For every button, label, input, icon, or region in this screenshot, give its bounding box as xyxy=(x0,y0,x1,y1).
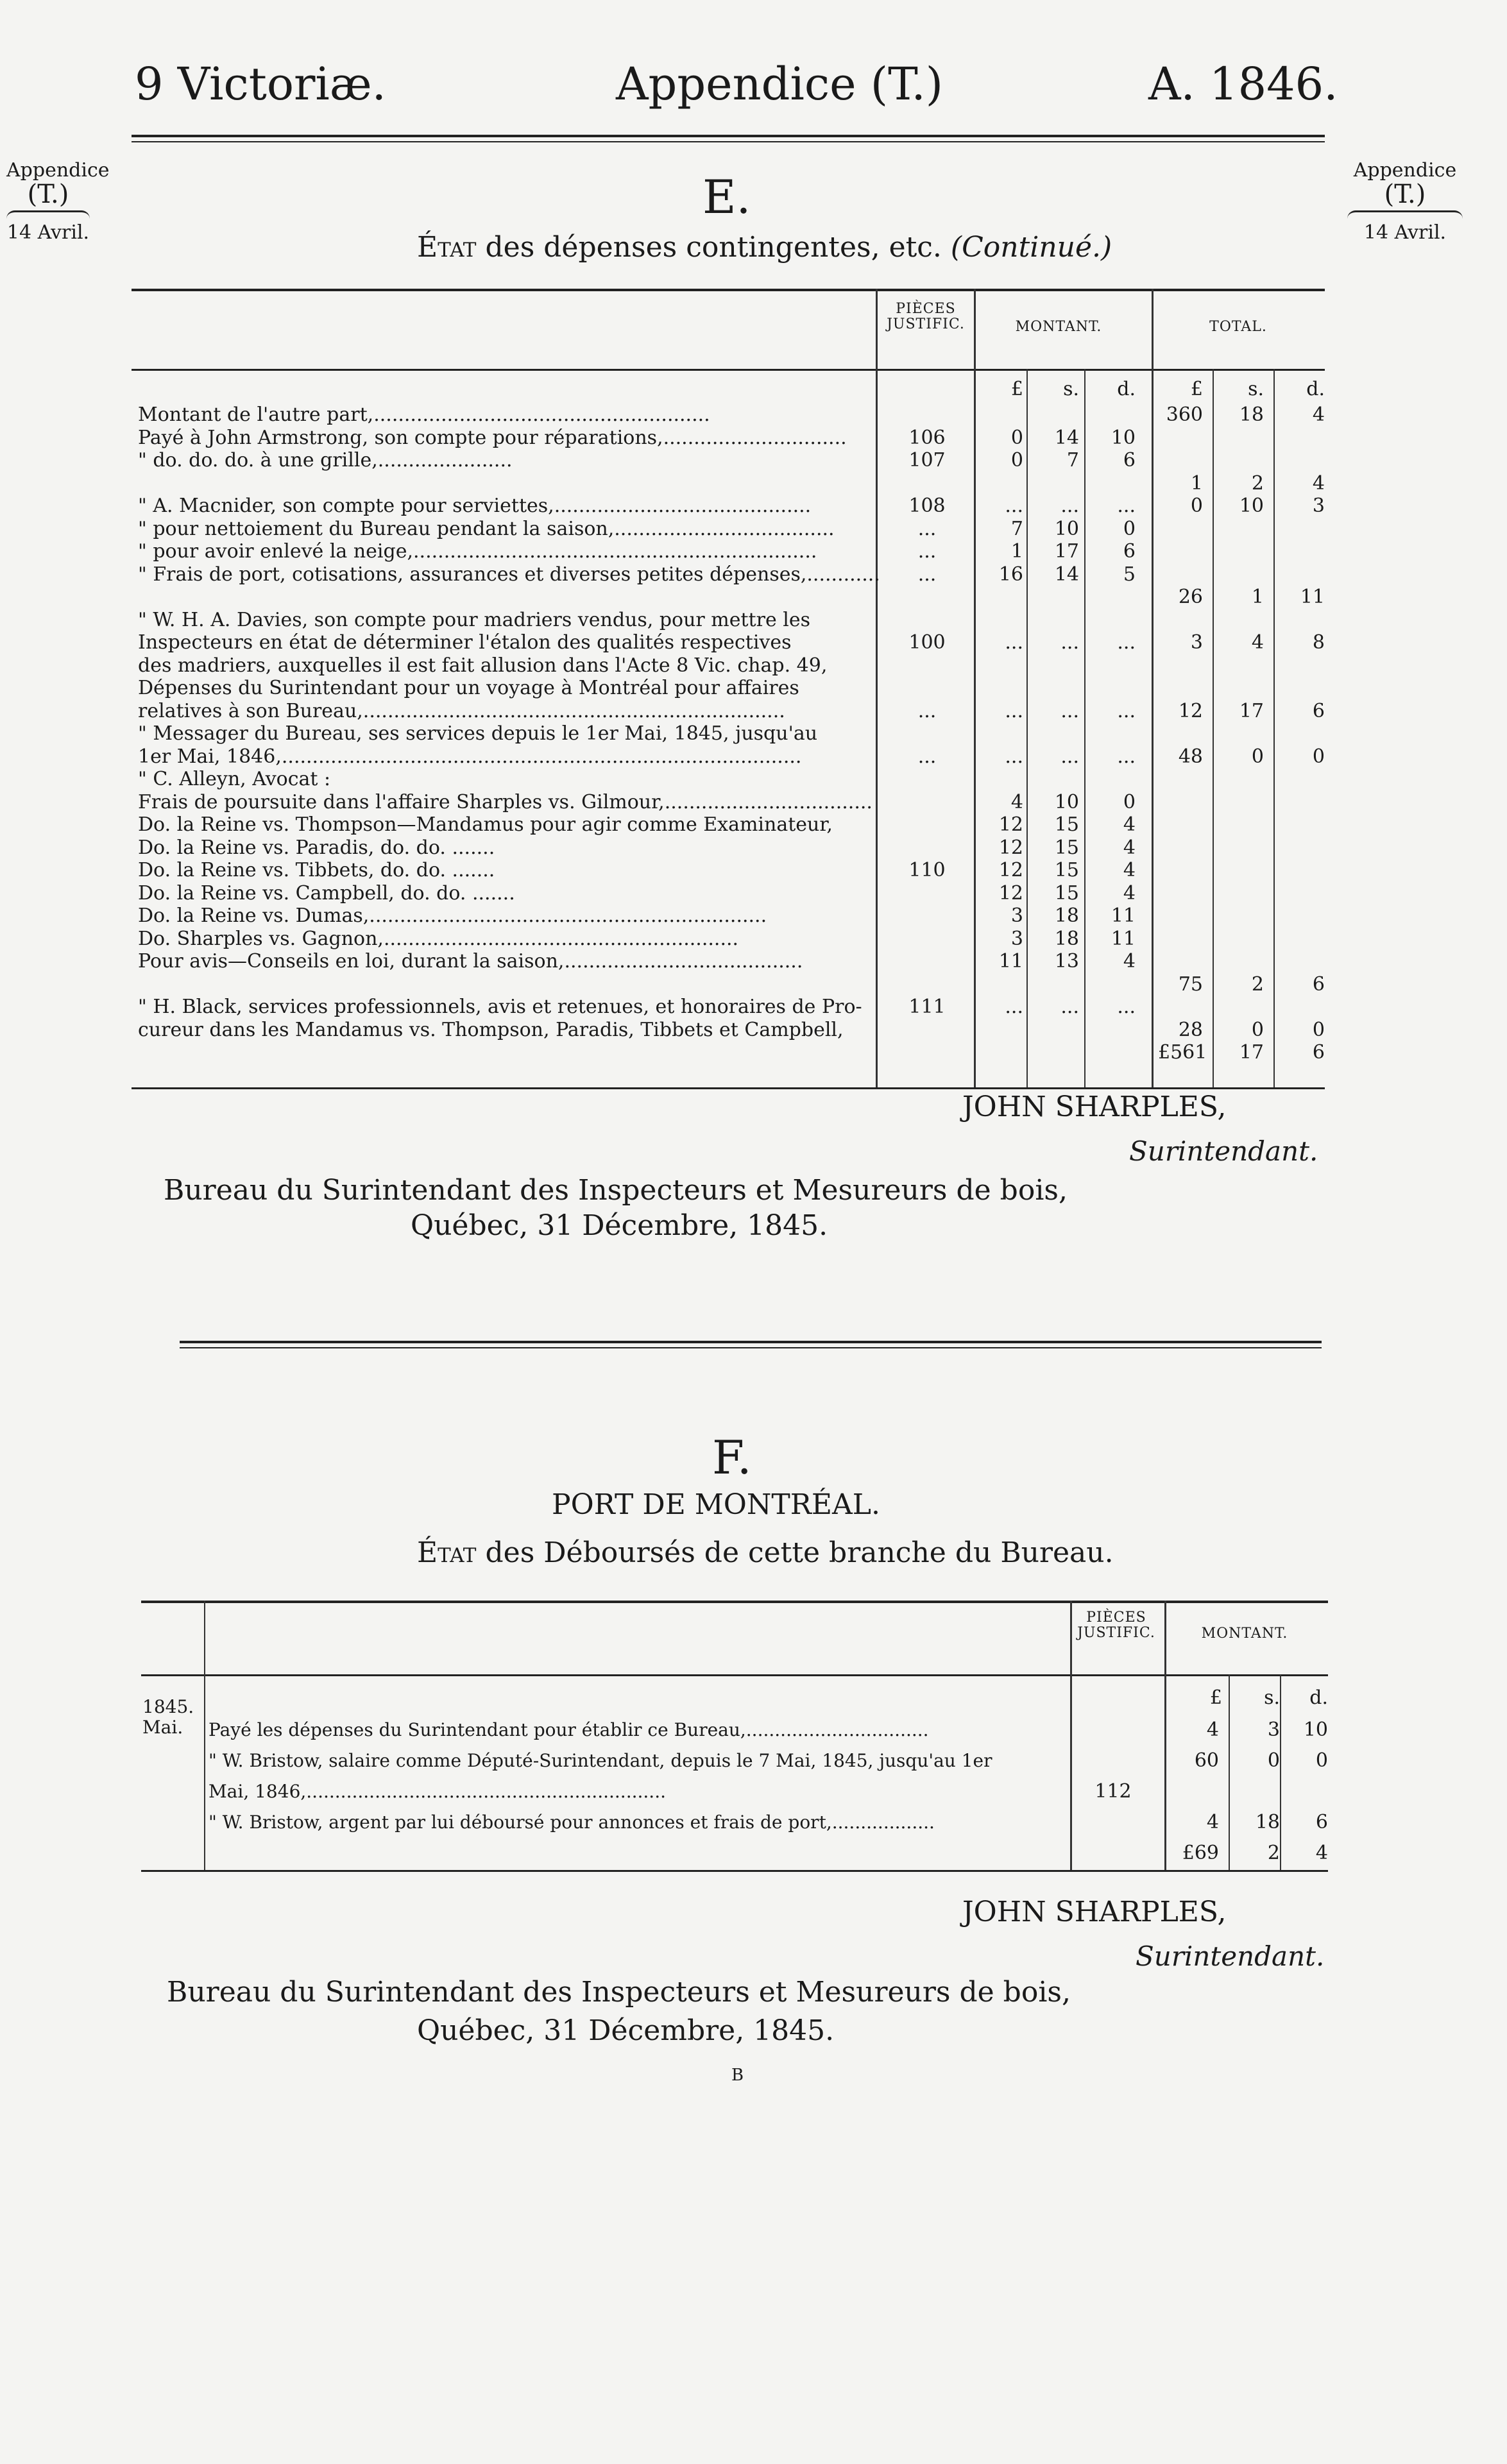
montant-cell: 15 xyxy=(1054,836,1079,859)
table-row-text: Do. la Reine vs. Thompson—Mandamus pour agir comme Examinateur, xyxy=(138,813,833,836)
montant-cell: 16 xyxy=(998,563,1023,586)
total-cell: 28 xyxy=(1178,1018,1203,1041)
montant-cell: 6 xyxy=(1123,540,1136,563)
total-cell: 18 xyxy=(1239,404,1264,426)
total-cell: 4 xyxy=(1251,631,1264,654)
signature-name-f: JOHN SHARPLES, xyxy=(962,1896,1227,1928)
montant-cell: 4 xyxy=(1315,1842,1328,1864)
montant-cell: 0 xyxy=(1123,517,1136,540)
montant-cell: ... xyxy=(1060,745,1079,768)
section-f-port: PORT DE MONTRÉAL. xyxy=(552,1488,880,1521)
table-row-text: " Messager du Bureau, ses services depuis le 1er Mai, 1845, jusqu'au xyxy=(138,722,818,745)
table-f-bottom-rule xyxy=(141,1870,1328,1872)
montant-cell: ... xyxy=(1005,495,1023,517)
table-row-pieces: 112 xyxy=(1094,1780,1132,1803)
montant-cell: 12 xyxy=(998,859,1023,881)
montant-cell: 11 xyxy=(1111,905,1136,927)
montant-cell: 0 xyxy=(1010,426,1023,449)
total-cell: 26 xyxy=(1178,586,1203,608)
header-rule-thin xyxy=(132,141,1325,142)
table-row-text: des madriers, auxquelles il est fait allusion dans l'Acte 8 Vic. chap. 49, xyxy=(138,654,828,677)
table-row-pieces: ... xyxy=(917,540,937,563)
montant-cell: 4 xyxy=(1123,813,1136,836)
vline-f-date xyxy=(204,1601,205,1870)
montant-cell: 4 xyxy=(1010,790,1023,813)
unit-shilling: s. xyxy=(1063,378,1079,400)
total-cell: 12 xyxy=(1178,699,1203,722)
unit-pence-f: d. xyxy=(1309,1687,1328,1709)
vline-e-7 xyxy=(1273,369,1275,1087)
total-cell: 75 xyxy=(1178,973,1203,996)
montant-cell: 12 xyxy=(998,813,1023,836)
table-row-pieces: 110 xyxy=(908,859,946,881)
montant-cell: 12 xyxy=(998,836,1023,859)
sidenote-left: Appendice (T.) 14 Avril. xyxy=(6,159,110,244)
total-cell: 8 xyxy=(1312,631,1325,654)
unit-pence: d. xyxy=(1117,378,1136,400)
montant-cell: 18 xyxy=(1255,1811,1280,1833)
table-e-top-rule xyxy=(132,289,1325,291)
montant-cell: 1 xyxy=(1010,540,1023,563)
montant-cell: ... xyxy=(1117,745,1136,768)
montant-cell: ... xyxy=(1117,996,1136,1018)
table-row-text: " pour nettoiement du Bureau pendant la saison,.................................... xyxy=(138,517,835,540)
total-cell: £561 xyxy=(1158,1041,1207,1064)
table-row-text: " do. do. do. à une grille,...................... xyxy=(138,449,513,472)
montant-cell: 4 xyxy=(1123,836,1136,859)
vline-e-3 xyxy=(1026,369,1028,1087)
bureau-line2-f: Québec, 31 Décembre, 1845. xyxy=(417,2014,835,2047)
table-row-text: Pour avis—Conseils en loi, durant la saison,....................................... xyxy=(138,950,803,973)
total-cell: 6 xyxy=(1312,973,1325,996)
col-montant-header-f: MONTANT. xyxy=(1201,1626,1288,1642)
header-left: 9 Victoriæ. xyxy=(135,58,386,110)
table-row-pieces: ... xyxy=(917,745,937,768)
montant-cell: ... xyxy=(1060,631,1079,654)
total-cell: 6 xyxy=(1312,1041,1325,1064)
total-cell: 2 xyxy=(1251,472,1264,495)
unit-pound-total: £ xyxy=(1190,378,1203,400)
table-row-text: " C. Alleyn, Avocat : xyxy=(138,768,331,790)
montant-cell: 6 xyxy=(1123,449,1136,472)
montant-cell: 14 xyxy=(1054,563,1079,586)
total-cell: 11 xyxy=(1300,586,1325,608)
montant-cell: 15 xyxy=(1054,813,1079,836)
table-row-text: " A. Macnider, son compte pour serviettes,.......................................... xyxy=(138,495,812,517)
sidenote-right: Appendice (T.) 14 Avril. xyxy=(1347,160,1463,242)
table-row-text: Payé les dépenses du Surintendant pour établir ce Bureau,................................ xyxy=(209,1719,929,1740)
montant-cell: 3 xyxy=(1267,1719,1280,1741)
table-f-header-rule xyxy=(141,1674,1328,1676)
table-row-pieces: 107 xyxy=(908,449,946,472)
montant-cell: 0 xyxy=(1267,1749,1280,1772)
montant-cell: 15 xyxy=(1054,881,1079,905)
vline-f-4 xyxy=(1280,1674,1281,1870)
section-f-title: État des Déboursés de cette branche du Bureau. xyxy=(417,1536,1114,1569)
montant-cell: 7 xyxy=(1010,517,1023,540)
table-row-text: Do. la Reine vs. Campbell, do. do. ....... xyxy=(138,881,515,905)
montant-cell: 18 xyxy=(1054,927,1079,950)
montant-cell: 3 xyxy=(1010,927,1023,950)
vline-e-5 xyxy=(1152,289,1154,1087)
table-e-header-rule xyxy=(132,369,1325,371)
bureau-line1-f: Bureau du Surintendant des Inspecteurs et Mesureurs de bois, xyxy=(167,1976,1071,2009)
montant-cell: 17 xyxy=(1054,540,1079,563)
montant-cell: 4 xyxy=(1123,859,1136,881)
table-row-pieces: ... xyxy=(917,517,937,540)
montant-cell: 0 xyxy=(1010,449,1023,472)
table-row-text: Do. la Reine vs. Dumas,................................................................. xyxy=(138,905,767,927)
montant-cell: ... xyxy=(1060,699,1079,722)
total-cell: 0 xyxy=(1312,745,1325,768)
total-cell: 0 xyxy=(1312,1018,1325,1041)
montant-cell: £69 xyxy=(1182,1842,1219,1864)
montant-cell: 10 xyxy=(1054,790,1079,813)
table-row-text: " Frais de port, cotisations, assurances et diverses petites dépenses,............ xyxy=(138,563,880,586)
header-center: Appendice (T.) xyxy=(616,58,944,110)
vline-f-1 xyxy=(1070,1601,1072,1870)
table-row-text: relatives à son Bureau,..................................................................... xyxy=(138,699,785,722)
montant-cell: 0 xyxy=(1123,790,1136,813)
montant-cell: ... xyxy=(1117,495,1136,517)
montant-cell: 18 xyxy=(1054,905,1079,927)
montant-cell: 7 xyxy=(1066,449,1079,472)
table-row-text: Frais de poursuite dans l'affaire Sharples vs. Gilmour,.................................. xyxy=(138,790,873,813)
montant-cell: 4 xyxy=(1123,881,1136,905)
total-cell: 3 xyxy=(1312,495,1325,517)
unit-pound: £ xyxy=(1010,378,1023,400)
montant-cell: ... xyxy=(1005,996,1023,1018)
montant-cell: 0 xyxy=(1315,1749,1328,1772)
total-cell: 0 xyxy=(1251,1018,1264,1041)
vline-f-3 xyxy=(1229,1674,1230,1870)
total-cell: 3 xyxy=(1190,631,1203,654)
unit-shilling-total: s. xyxy=(1248,378,1264,400)
unit-pence-total: d. xyxy=(1306,378,1325,400)
vline-f-2 xyxy=(1164,1601,1166,1870)
total-cell: 17 xyxy=(1239,699,1264,722)
vline-e-2 xyxy=(974,289,976,1087)
header-rule xyxy=(132,135,1325,137)
montant-cell: 10 xyxy=(1054,517,1079,540)
table-row-text: Mai, 1846,............................................................... xyxy=(209,1781,667,1802)
montant-cell: 60 xyxy=(1194,1749,1219,1772)
total-cell: 6 xyxy=(1312,699,1325,722)
header-right: A. 1846. xyxy=(1148,58,1338,110)
col-montant-header: MONTANT. xyxy=(1015,319,1102,335)
table-row-text: Montant de l'autre part,....................................................... xyxy=(138,404,710,426)
date-col-f: 1845. Mai. xyxy=(142,1696,194,1738)
table-row-text: " W. Bristow, salaire comme Député-Surintendant, depuis le 7 Mai, 1845, jusqu'au 1er xyxy=(209,1750,992,1771)
total-cell: 360 xyxy=(1166,404,1203,426)
table-e-bottom-rule xyxy=(132,1087,1325,1089)
montant-cell: ... xyxy=(1005,745,1023,768)
unit-shilling-f: s. xyxy=(1264,1687,1280,1709)
table-row-pieces: 111 xyxy=(908,996,946,1018)
montant-cell: 4 xyxy=(1123,950,1136,973)
table-row-text: Do. la Reine vs. Paradis, do. do. ....... xyxy=(138,836,495,859)
table-f-top-rule xyxy=(141,1601,1328,1603)
table-row-text: " pour avoir enlevé la neige,.................................................................. xyxy=(138,540,817,563)
signature-title-e: Surintendant. xyxy=(1129,1135,1318,1167)
table-row-text: " W. H. A. Davies, son compte pour madriers vendus, pour mettre les xyxy=(138,608,810,631)
vline-e-1 xyxy=(876,289,878,1087)
table-row-text: Payé à John Armstrong, son compte pour réparations,.............................. xyxy=(138,426,847,449)
bureau-line2-e: Québec, 31 Décembre, 1845. xyxy=(411,1209,828,1242)
total-cell: 48 xyxy=(1178,745,1203,768)
montant-cell: ... xyxy=(1005,699,1023,722)
table-row-text: Dépenses du Surintendant pour un voyage à Montréal pour affaires xyxy=(138,677,799,699)
montant-cell: 14 xyxy=(1054,426,1079,449)
vline-e-6 xyxy=(1213,369,1214,1087)
section-f-letter: F. xyxy=(712,1431,752,1484)
vline-e-4 xyxy=(1084,369,1086,1087)
table-row-text: cureur dans les Mandamus vs. Thompson, Paradis, Tibbets et Campbell, xyxy=(138,1018,844,1041)
total-cell: 17 xyxy=(1239,1041,1264,1064)
table-row-pieces: 108 xyxy=(908,495,946,517)
col-pieces-header: PIÈCES JUSTIFIC. xyxy=(887,301,965,333)
montant-cell: 5 xyxy=(1123,563,1136,586)
montant-cell: 11 xyxy=(998,950,1023,973)
montant-cell: 6 xyxy=(1315,1811,1328,1833)
montant-cell: 13 xyxy=(1054,950,1079,973)
total-cell: 4 xyxy=(1312,472,1325,495)
montant-cell: ... xyxy=(1117,631,1136,654)
montant-cell: ... xyxy=(1117,699,1136,722)
col-total-header: TOTAL. xyxy=(1209,319,1267,335)
table-row-text: Inspecteurs en état de déterminer l'étalon des qualités respectives xyxy=(138,631,792,654)
signature-title-f: Surintendant. xyxy=(1136,1941,1325,1972)
total-cell: 0 xyxy=(1190,495,1203,517)
montant-cell: 11 xyxy=(1111,927,1136,950)
montant-cell: ... xyxy=(1060,495,1079,517)
section-separator-thin xyxy=(180,1347,1322,1348)
total-cell: 1 xyxy=(1190,472,1203,495)
table-row-text: " H. Black, services professionnels, avis et retenues, et honoraires de Pro- xyxy=(138,996,862,1018)
section-separator xyxy=(180,1341,1322,1343)
table-row-pieces: ... xyxy=(917,699,937,722)
table-row-text: 1er Mai, 1846,..................................................................................... xyxy=(138,745,802,768)
col-pieces-header-f: PIÈCES JUSTIFIC. xyxy=(1077,1610,1155,1642)
montant-cell: 4 xyxy=(1206,1811,1219,1833)
montant-cell: 12 xyxy=(998,881,1023,905)
table-row-pieces: ... xyxy=(917,563,937,586)
unit-pound-f: £ xyxy=(1209,1687,1222,1709)
total-cell: 10 xyxy=(1239,495,1264,517)
montant-cell: 3 xyxy=(1010,905,1023,927)
table-row-text: Do. Sharples vs. Gagnon,.......................................................... xyxy=(138,927,739,950)
total-cell: 4 xyxy=(1312,404,1325,426)
total-cell: 0 xyxy=(1251,745,1264,768)
footer-mark: B xyxy=(731,2066,744,2085)
montant-cell: ... xyxy=(1005,631,1023,654)
montant-cell: ... xyxy=(1060,996,1079,1018)
total-cell: 1 xyxy=(1251,586,1264,608)
table-row-text: " W. Bristow, argent par lui déboursé pour annonces et frais de port,.................. xyxy=(209,1812,935,1833)
montant-cell: 15 xyxy=(1054,859,1079,881)
montant-cell: 10 xyxy=(1111,426,1136,449)
table-row-pieces: 100 xyxy=(908,631,946,654)
montant-cell: 10 xyxy=(1303,1719,1328,1741)
total-cell: 2 xyxy=(1251,973,1264,996)
montant-cell: 4 xyxy=(1206,1719,1219,1741)
signature-name-e: JOHN SHARPLES, xyxy=(962,1091,1227,1123)
bureau-line1-e: Bureau du Surintendant des Inspecteurs et Mesureurs de bois, xyxy=(164,1174,1068,1207)
table-row-text: Do. la Reine vs. Tibbets, do. do. ....... xyxy=(138,859,495,881)
section-e-letter: E. xyxy=(702,170,751,224)
montant-cell: 2 xyxy=(1267,1842,1280,1864)
table-row-pieces: 106 xyxy=(908,426,946,449)
section-e-title: État des dépenses contingentes, etc. (Continué.) xyxy=(417,231,1112,264)
